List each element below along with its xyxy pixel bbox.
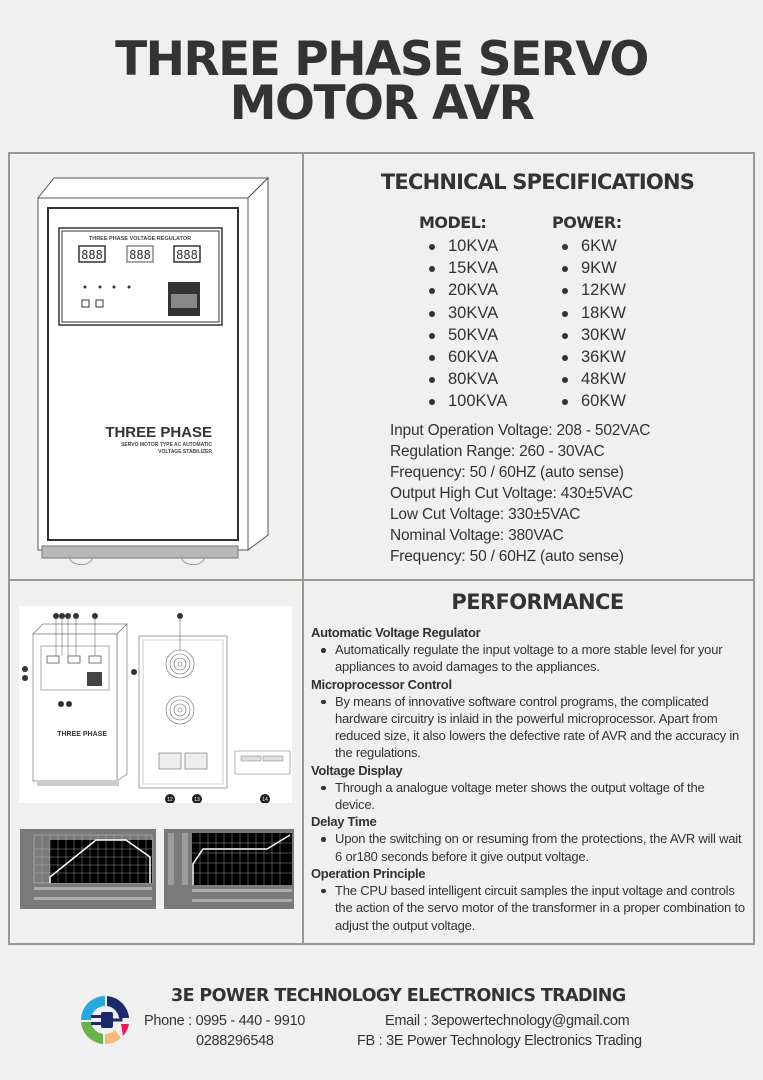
power-item: 60KW (552, 390, 626, 412)
spec-high-cut: Output High Cut Voltage: 430±5VAC (390, 485, 633, 502)
performance-item-heading: Delay Time (311, 814, 377, 830)
page-title (0, 32, 763, 131)
facebook-contact: FB : 3E Power Technology Electronics Trading (357, 1033, 642, 1049)
svg-text:VOLTAGE STABILIZER: VOLTAGE STABILIZER (158, 449, 212, 455)
avr-cabinet-illustration (32, 170, 272, 570)
spec-low-cut: Low Cut Voltage: 330±5VAC (390, 506, 581, 523)
svg-text:THREE PHASE VOLTAGE REGULATOR: THREE PHASE VOLTAGE REGULATOR (88, 236, 192, 242)
phone-number-landline: 0288296548 (196, 1033, 274, 1049)
power-item: 36KW (552, 346, 626, 368)
spec-input-voltage: Input Operation Voltage: 208 - 502VAC (390, 422, 651, 439)
spec-regulation-range: Regulation Range: 260 - 30VAC (390, 443, 605, 460)
svg-text:SERVO MOTOR TYPE AC AUTOMATIC: SERVO MOTOR TYPE AC AUTOMATIC (121, 442, 212, 448)
power-item: 48KW (552, 368, 626, 390)
model-list (419, 235, 507, 413)
regulation-chart-1 (20, 829, 156, 909)
grid-divider-vertical (302, 154, 304, 943)
spec-nominal-voltage: Nominal Voltage: 380VAC (390, 527, 564, 544)
performance-item-body: Automatically regulate the input voltage to a more stable level for your appliances to avoid damages to the appliances. (311, 641, 746, 676)
power-item: 9KW (552, 257, 626, 279)
spec-frequency: Frequency: 50 / 60HZ (auto sense) (390, 464, 624, 481)
model-column (419, 213, 507, 413)
svg-text:12: 12 (167, 797, 173, 803)
spec-details (390, 420, 650, 567)
performance-item-body: The CPU based intelligent circuit samples the input voltage and controls the action of the servo motor of the transformer in a proper combination to adjust the output voltage. (311, 882, 746, 934)
model-label: MODEL: (419, 213, 487, 232)
power-item: 12KW (552, 279, 626, 301)
performance-item-heading: Automatic Voltage Regulator (311, 625, 481, 640)
spec-frequency-2: Frequency: 50 / 60HZ (auto sense) (390, 548, 624, 565)
component-diagram (19, 606, 292, 803)
power-item: 30KW (552, 324, 626, 346)
performance-heading: PERFORMANCE (451, 590, 624, 614)
model-item: 100KVA (419, 390, 507, 412)
model-item: 20KVA (419, 279, 507, 301)
specs-heading: TECHNICAL SPECIFICATIONS (380, 170, 695, 194)
title-line-1: THREE PHASE SERVO (115, 32, 648, 87)
svg-text:888: 888 (176, 248, 198, 262)
svg-text:888: 888 (129, 248, 151, 262)
model-item: 80KVA (419, 368, 507, 390)
performance-item-body: Upon the switching on or resuming from the protections, the AVR will wait 6 or180 seconds before it give output voltage. (311, 830, 746, 865)
power-item: 6KW (552, 235, 626, 257)
svg-text:14: 14 (262, 797, 268, 803)
performance-item-heading: Microprocessor Control (311, 676, 452, 692)
phone-number: Phone : 0995 - 440 - 9910 (144, 1013, 305, 1029)
company-name: 3E POWER TECHNOLOGY ELECTRONICS TRADING (171, 986, 626, 1006)
performance-list (311, 624, 746, 934)
model-item: 30KVA (419, 302, 507, 324)
model-item: 10KVA (419, 235, 507, 257)
grid-divider-horizontal (10, 579, 753, 581)
regulation-chart-2 (164, 829, 294, 909)
title-line-2: MOTOR AVR (229, 76, 534, 131)
power-item: 18KW (552, 302, 626, 324)
power-column (552, 213, 626, 413)
power-label: POWER: (552, 213, 622, 232)
svg-text:THREE PHASE: THREE PHASE (105, 424, 212, 441)
model-item: 60KVA (419, 346, 507, 368)
performance-item-body: By means of innovative software control programs, the complicated hardware circuitry is inlaid in the powerful microprocessor. Apart from reduced size, it also lowers the defective rate of AVR and the accuracy in the regulations. (311, 693, 746, 762)
svg-text:13: 13 (194, 797, 200, 803)
performance-item-body: Through a analogue voltage meter shows the output voltage of the device. (311, 779, 746, 814)
svg-text:888: 888 (81, 248, 103, 262)
performance-item-heading: Operation Principle (311, 865, 426, 881)
model-item: 15KVA (419, 257, 507, 279)
svg-text:THREE PHASE: THREE PHASE (57, 731, 107, 738)
performance-item-heading: Voltage Display (311, 762, 403, 778)
email-contact: Email : 3epowertechnology@gmail.com (385, 1013, 630, 1029)
model-item: 50KVA (419, 324, 507, 346)
company-logo-icon (77, 992, 133, 1048)
power-list (552, 235, 626, 413)
